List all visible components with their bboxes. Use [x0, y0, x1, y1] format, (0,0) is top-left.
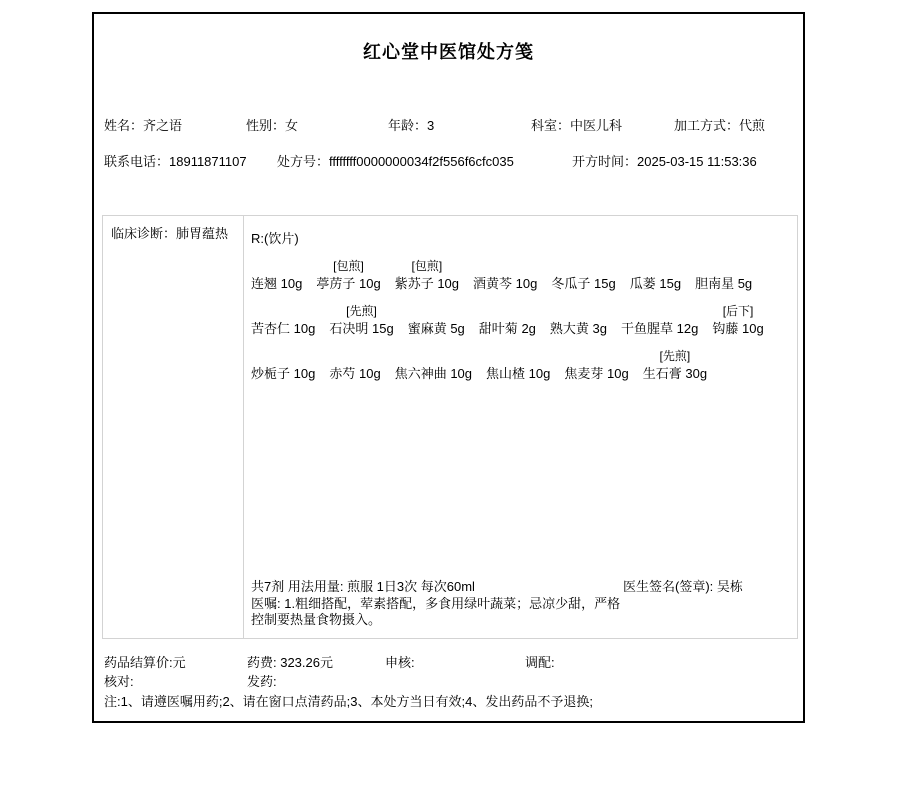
herb-item — [643, 348, 707, 384]
herb-name-dose: 胆南星 5g — [695, 276, 753, 291]
herb-name-dose: 紫苏子 10g — [394, 276, 460, 291]
herb-annotation — [251, 303, 315, 319]
herb-name-dose: 石决明 15g — [329, 321, 394, 336]
herb-annotation — [395, 348, 472, 364]
herb-annotation — [329, 348, 380, 364]
review-field: 申核: — [385, 655, 415, 670]
herb-row — [251, 303, 789, 339]
prescription-box — [102, 215, 798, 639]
prescription-number: 处方号：ffffffff0000000034f2f556f6cfc035 — [277, 154, 514, 169]
herb-item — [408, 303, 465, 339]
prepare-field: 调配: — [525, 655, 555, 670]
herb-name-dose: 蜜麻黄 5g — [407, 321, 465, 336]
doctor-signature: 医生签名(签章): 吴栋 — [623, 579, 743, 594]
herb-item — [551, 258, 615, 294]
herb-list — [251, 258, 789, 384]
prescription-sheet — [92, 12, 805, 723]
herb-item — [251, 303, 315, 339]
drug-fee: 药费: 323.26元 — [247, 655, 333, 670]
herb-annotation — [551, 258, 615, 274]
herb-item — [473, 258, 537, 294]
herb-annotation — [251, 348, 315, 364]
herb-name-dose: 苦杏仁 10g — [251, 321, 316, 336]
page-title: 红心堂中医馆处方笺 — [363, 42, 534, 62]
patient-age: 年龄：3 — [388, 118, 435, 133]
herb-row — [251, 258, 789, 294]
herb-annotation — [550, 303, 607, 319]
herb-annotation — [564, 348, 628, 364]
herb-name-dose: 瓜蒌 15g — [629, 276, 682, 291]
rx-bottom-block — [251, 576, 789, 628]
herb-row — [251, 348, 789, 384]
herb-annotation: [包煎] — [333, 259, 364, 273]
herb-name-dose: 生石膏 30g — [642, 366, 708, 381]
herb-name-dose: 赤芍 10g — [329, 366, 381, 381]
herb-name-dose: 炒栀子 10g — [251, 366, 316, 381]
herb-annotation: [后下] — [722, 304, 754, 318]
rx-content — [244, 216, 797, 638]
herb-item — [251, 348, 315, 384]
herb-annotation — [473, 258, 537, 274]
dispense-field: 发药: — [247, 674, 277, 689]
check-field: 核对: — [104, 674, 134, 689]
herb-annotation — [630, 258, 681, 274]
contact-phone: 联系电话：18911871107 — [104, 154, 247, 169]
herb-name-dose: 焦六神曲 10g — [394, 366, 473, 381]
footer-note: 注:1、请遵医嘱用药;2、请在窗口点清药品;3、本处方当日有效;4、发出药品不予退换; — [104, 694, 593, 709]
herb-item — [550, 303, 607, 339]
settlement-price: 药品结算价:元 — [104, 655, 186, 670]
processing-method: 加工方式：代煎 — [674, 118, 766, 133]
herb-item — [251, 258, 302, 294]
herb-name-dose: 冬瓜子 15g — [551, 276, 616, 291]
rx-header: R:(饮片) — [251, 231, 299, 246]
herb-item — [621, 303, 698, 339]
herb-annotation: [包煎] — [411, 259, 443, 273]
herb-annotation: [先煎] — [346, 304, 377, 318]
herb-name-dose: 焦麦芽 10g — [564, 366, 629, 381]
prescription-time: 开方时间：2025-03-15 11:53:36 — [572, 154, 757, 169]
patient-gender: 性别：女 — [246, 118, 299, 133]
herb-name-dose: 酒黄芩 10g — [473, 276, 538, 291]
medical-advice-line2: 控制要热量食物摄入。 — [251, 612, 382, 627]
herb-annotation — [251, 258, 302, 274]
herb-item — [486, 348, 550, 384]
medical-advice — [251, 596, 789, 628]
herb-name-dose: 连翘 10g — [251, 276, 303, 291]
herb-item — [395, 348, 472, 384]
herb-item — [316, 258, 380, 294]
herb-annotation — [486, 348, 550, 364]
herb-item — [329, 303, 393, 339]
herb-item — [712, 303, 763, 339]
herb-name-dose: 干鱼腥草 12g — [621, 321, 699, 336]
herb-item — [564, 348, 628, 384]
medical-advice-line1: 医嘱: 1.粗细搭配，荤素搭配，多食用绿叶蔬菜；忌凉少甜，严格 — [251, 596, 621, 611]
patient-name: 姓名：齐之语 — [104, 118, 183, 133]
herb-name-dose: 甜叶菊 2g — [478, 321, 536, 336]
herb-annotation: [先煎] — [659, 349, 691, 363]
clinical-diagnosis: 临床诊断：肺胃蕴热 — [103, 216, 244, 638]
herb-item — [695, 258, 752, 294]
herb-item — [479, 303, 536, 339]
herb-annotation — [695, 258, 752, 274]
usage-row — [251, 576, 789, 596]
herb-name-dose: 葶苈子 10g — [316, 276, 381, 291]
herb-annotation — [479, 303, 536, 319]
herb-item — [329, 348, 380, 384]
herb-annotation — [621, 303, 698, 319]
herb-name-dose: 熟大黄 3g — [549, 321, 608, 336]
dosage-usage: 共7剂 用法用量: 煎服 1日3次 每次60ml — [251, 579, 475, 594]
herb-item — [630, 258, 681, 294]
herb-annotation — [408, 303, 465, 319]
herb-name-dose: 钩藤 10g — [712, 321, 764, 336]
herb-item — [395, 258, 459, 294]
herb-name-dose: 焦山楂 10g — [486, 366, 551, 381]
department: 科室：中医儿科 — [531, 118, 623, 133]
